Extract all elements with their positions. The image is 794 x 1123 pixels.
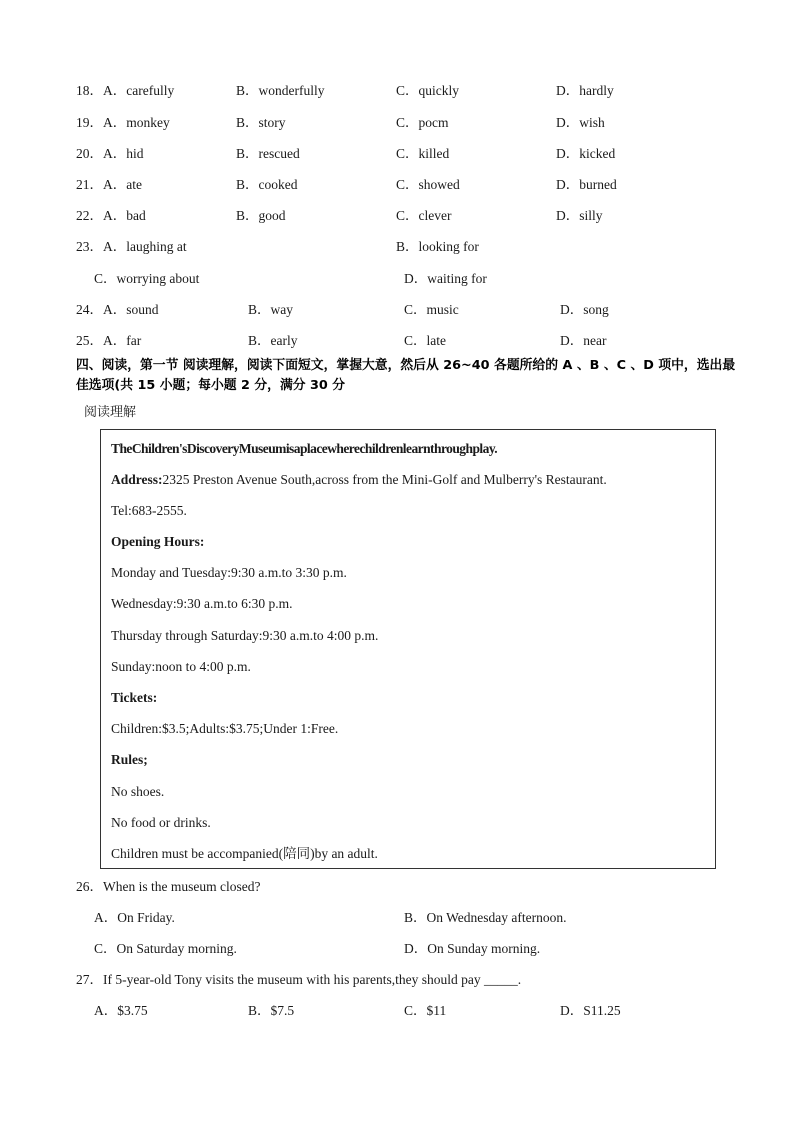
tickets-label: Tickets: (111, 690, 158, 705)
question-21 (76, 176, 142, 194)
option-d: D．hardly (556, 83, 614, 98)
question-26-stem: 26．When is the museum closed? (76, 879, 261, 894)
section-label: 阅读理解 (84, 405, 137, 420)
question-18 (76, 82, 174, 100)
hours-line: Thursday through Saturday:9:30 a.m.to 4:00 p.m. (111, 628, 379, 643)
question-number: 18． (76, 83, 103, 98)
option-c: C．pocm (396, 115, 449, 130)
museum-notice-box (100, 429, 716, 869)
option-d: D．kicked (556, 146, 616, 161)
option-c: C．quickly (396, 83, 459, 98)
rule-item: Children must be accompanied(陪同)by an adult. (111, 846, 378, 861)
option-b: B．rescued (236, 146, 300, 161)
option-b: B．good (236, 208, 286, 223)
hours-label: Opening Hours: (111, 534, 205, 549)
hours-line: Wednesday:9:30 a.m.to 6:30 p.m. (111, 596, 293, 611)
option-d: D．S11.25 (560, 1003, 621, 1018)
question-number: 22． (76, 208, 103, 223)
option-a: A．bad (103, 208, 146, 223)
option-b: B．$7.5 (248, 1003, 295, 1018)
address-text: 2325 Preston Avenue South,across from the Mini-Golf and Mulberry's Restaurant. (162, 472, 607, 487)
option-b: B．early (248, 333, 298, 348)
option-b: B．cooked (236, 177, 298, 192)
hours-line: Sunday:noon to 4:00 p.m. (111, 659, 251, 674)
tickets-text: Children:$3.5;Adults:$3.75;Under 1:Free. (111, 721, 339, 736)
option-a: A．sound (103, 302, 159, 317)
question-number: 21． (76, 177, 103, 192)
option-d: D．wish (556, 115, 605, 130)
option-c: C．killed (396, 146, 450, 161)
option-b: B．way (248, 302, 293, 317)
option-a: A．$3.75 (94, 1003, 148, 1018)
option-c: C．showed (396, 177, 460, 192)
question-24 (76, 301, 159, 319)
option-c: C．late (404, 333, 446, 348)
section-heading: 四、阅读，第一节 阅读理解，阅读下面短文，掌握大意，然后从 26~40 各题所给的 A 、B 、C 、D 项中，选出最佳选项(共 15 小题；每小题 2 分，满分 30 分 (76, 358, 736, 393)
option-b: B．story (236, 115, 286, 130)
option-b: B．looking for (396, 239, 479, 254)
hours-line: Monday and Tuesday:9:30 a.m.to 3:30 p.m. (111, 565, 347, 580)
notice-tel: Tel:683-2555. (111, 503, 187, 518)
rule-item: No shoes. (111, 784, 165, 799)
question-27-stem: 27．If 5-year-old Tony visits the museum with his parents,they should pay _____. (76, 972, 522, 987)
option-a: A．On Friday. (94, 910, 175, 925)
question-number: 24． (76, 302, 103, 317)
question-number: 20． (76, 146, 103, 161)
question-number: 23． (76, 239, 103, 254)
option-a: A．far (103, 333, 142, 348)
notice-title: TheChildren'sDiscoveryMuseumisaplacewherechildrenlearnthroughplay. (111, 441, 498, 456)
option-a: A．carefully (103, 83, 175, 98)
rule-item: No food or drinks. (111, 815, 211, 830)
option-a: A．monkey (103, 115, 170, 130)
option-d: D．silly (556, 208, 603, 223)
question-23 (76, 238, 187, 256)
option-a: A．ate (103, 177, 142, 192)
notice-address (111, 471, 607, 489)
option-b: B．wonderfully (236, 83, 325, 98)
question-number: 25． (76, 333, 103, 348)
question-25 (76, 332, 141, 350)
question-19 (76, 114, 170, 132)
question-20 (76, 145, 144, 163)
option-a: A．hid (103, 146, 144, 161)
option-c: C．$11 (404, 1003, 447, 1018)
option-d: D．burned (556, 177, 617, 192)
option-b: B．On Wednesday afternoon. (404, 910, 567, 925)
question-22 (76, 207, 146, 225)
option-c: C．On Saturday morning. (94, 941, 237, 956)
option-d: D．song (560, 302, 609, 317)
option-d: D．On Sunday morning. (404, 941, 541, 956)
option-c: C．music (404, 302, 459, 317)
option-c: C．worrying about (94, 271, 200, 286)
option-a: A．laughing at (103, 239, 187, 254)
option-d: D．waiting for (404, 271, 487, 286)
address-label: Address: (111, 472, 163, 487)
rules-label: Rules; (111, 752, 148, 767)
question-number: 19． (76, 115, 103, 130)
option-d: D．near (560, 333, 607, 348)
option-c: C．clever (396, 208, 452, 223)
